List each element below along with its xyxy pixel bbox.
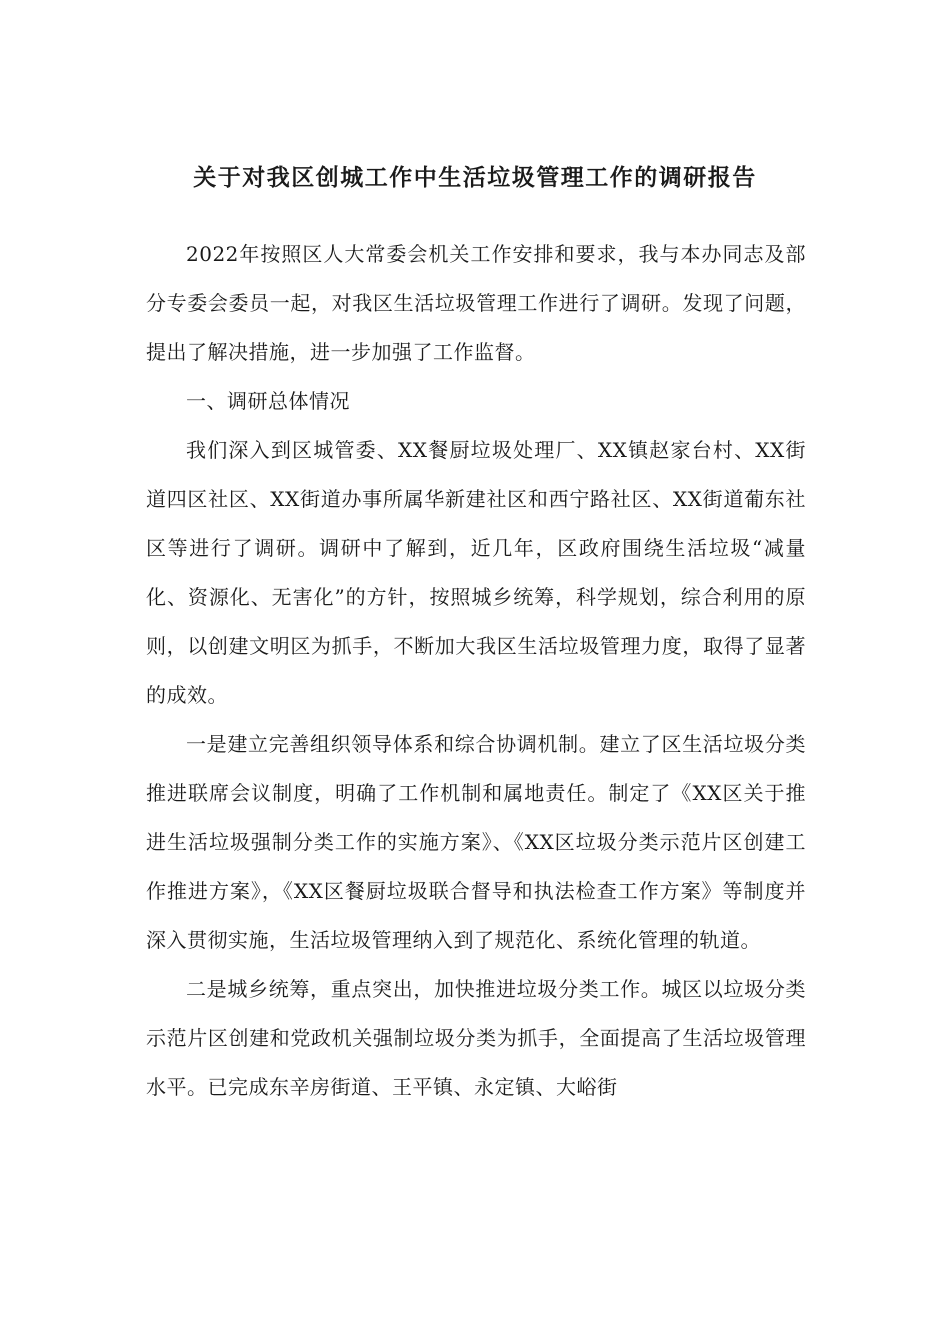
paragraph-survey-scope: 我们深入到区城管委、XX餐厨垃圾处理厂、XX镇赵家台村、XX街道四区社区、XX街道办事所属华新建社区和西宁路社区、XX街道葡东社区等进行了调研。调研中了解到，近几年，区政府围绕生活垃圾“减量化、资源化、无害化”的方针，按照城乡统筹，科学规划，综合利用的原则，以创建文明区为抓手，不断加大我区生活垃圾管理力度，取得了显著的成效。 xyxy=(146,438,806,707)
paragraph-point-two: 二是城乡统筹，重点突出，加快推进垃圾分类工作。城区以垃圾分类示范片区创建和党政机关强制垃圾分类为抓手，全面提高了生活垃圾管理水平。已完成东辛房街道、王平镇、永定镇、大峪街 xyxy=(146,977,806,1099)
paragraph-point-one: 一是建立完善组织领导体系和综合协调机制。建立了区生活垃圾分类推进联席会议制度，明确了工作机制和属地责任。制定了《XX区关于推进生活垃圾强制分类工作的实施方案》、《XX区垃圾分类示范片区创建工作推进方案》，《XX区餐厨垃圾联合督导和执法检查工作方案》等制度并深入贯彻实施，生活垃圾管理纳入到了规范化、系统化管理的轨道。 xyxy=(146,732,806,952)
paragraph-intro: 2022年按照区人大常委会机关工作安排和要求，我与本办同志及部分专委会委员一起，对我区生活垃圾管理工作进行了调研。发现了问题，提出了解决措施，进一步加强了工作监督。 xyxy=(146,242,806,364)
document-title: 关于对我区创城工作中生活垃圾管理工作的调研报告 xyxy=(193,164,757,191)
document-body xyxy=(146,230,806,1112)
section-heading-overview: 一、调研总体情况 xyxy=(186,389,350,413)
